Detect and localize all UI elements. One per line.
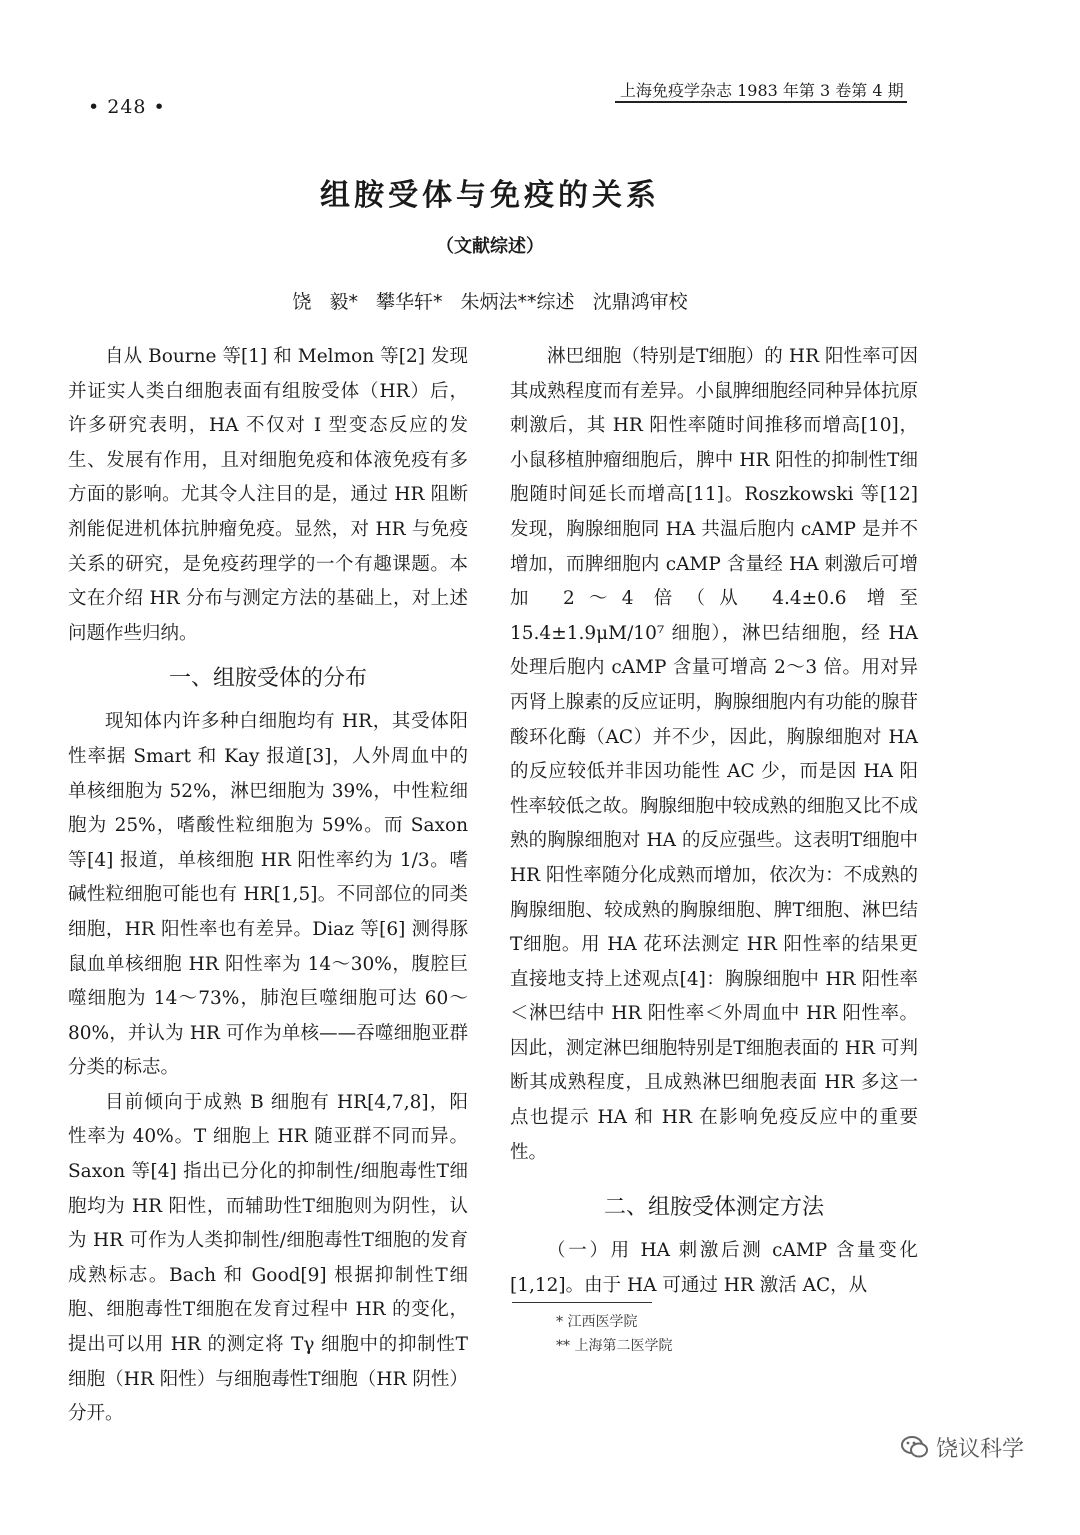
left-column: [68, 340, 468, 1432]
body-paragraph: 目前倾向于成熟 B 细胞有 HR[4,7,8]，阳性率为 40%。T 细胞上 HR 随亚群不同而异。Saxon 等[4] 指出已分化的抑制性/细胞毒性T细胞均为 HR 阳性，而辅助性T细胞则为阴性，认为 HR 可作为人类抑制性/细胞毒性T细胞的发育成熟标志。Bach 和 Good[9] 根据抑制性T细胞、细胞毒性T细胞在发育过程中 HR 的变化，提出可以用 HR 的测定将 Tγ 细胞中的抑制性T细胞（HR 阳性）与细胞毒性T细胞（HR 阴性）分开。: [68, 1091, 468, 1425]
body-paragraph: 淋巴细胞（特别是T细胞）的 HR 阳性率可因其成熟程度而有差异。小鼠脾细胞经同种异体抗原刺激后，其 HR 阳性率随时间推移而增高[10]，小鼠移植肿瘤细胞后，脾中 HR 阳性的抑制性T细胞随时间延长而增高[11]。Roszkowski 等[12] 发现，胸腺细胞同 HA 共温后胞内 cAMP 是并不增加，而脾细胞内 cAMP 含量经 HA 刺激后可增加 2～4 倍（从 4.4±0.6 增至 15.4±1.9μM/10⁷ 细胞），淋巴结细胞，经 HA 处理后胞内 cAMP 含量可增高 2～3 倍。用对异丙肾上腺素的反应证明，胸腺细胞内有功能的腺苷酸环化酶（AC）并不少，因此，胸腺细胞对 HA 的反应较低并非因功能性 AC 少，而是因 HA 阳性率较低之故。胸腺细胞中较成熟的细胞又比不成熟的胸腺细胞对 HA 的反应强些。这表明T细胞中 HR 阳性率随分化成熟而增加，依次为：不成熟的胸腺细胞、较成熟的胸腺细胞、脾T细胞、淋巴结T细胞。用 HA 花环法测定 HR 阳性率的结果更直接地支持上述观点[4]：胸腺细胞中 HR 阳性率＜淋巴结中 HR 阳性率＜外周血中 HR 阳性率。因此，测定淋巴细胞特别是T细胞表面的 HR 可判断其成熟程度，且成熟淋巴细胞表面 HR 多这一点也提示 HA 和 HR 在影响免疫反应中的重要性。: [510, 346, 918, 1163]
watermark-text: 饶议科学: [936, 1437, 1025, 1462]
authors-line: 饶 毅* 攀华轩* 朱炳法**综述 沈鼎鸿审校: [292, 291, 688, 313]
footnote-rule: [512, 1302, 652, 1303]
intro-paragraph: 自从 Bourne 等[1] 和 Melmon 等[2] 发现并证实人类白细胞表面有组胺受体（HR）后，许多研究表明，HA 不仅对 I 型变态反应的发生、发展有作用，且对细胞免疫和体液免疫有多方面的影响。尤其令人注目的是，通过 HR 阻断剂能促进机体抗肿瘤免疫。显然，对 HR 与免疫关系的研究，是免疫药理学的一个有趣课题。本文在介绍 HR 分布与测定方法的基础上，对上述问题作些归纳。: [68, 346, 468, 644]
right-column: [510, 340, 918, 1303]
header-rule: [615, 101, 907, 103]
wechat-icon: [900, 1434, 930, 1466]
watermark: [900, 1432, 1024, 1466]
footnote: ** 上海第二医学院: [556, 1338, 673, 1354]
footnote: * 江西医学院: [556, 1314, 638, 1330]
page-number: • 248 •: [88, 96, 166, 118]
article-subtitle: （文献综述）: [436, 236, 544, 257]
body-paragraph: （一）用 HA 刺激后测 cAMP 含量变化[1,12]。由于 HA 可通过 HR 激活 AC，从: [510, 1240, 918, 1296]
section-heading-methods: 二、组胺受体测定方法: [603, 1195, 824, 1221]
journal-header: 上海免疫学杂志 1983 年第 3 卷第 4 期: [620, 81, 904, 100]
body-paragraph: 现知体内许多种白细胞均有 HR，其受体阳性率据 Smart 和 Kay 报道[3]，人外周血中的单核细胞为 52%，淋巴细胞为 39%，中性粒细胞为 25%，嗜酸性粒细胞为 59%。而 Saxon 等[4] 报道，单核细胞 HR 阳性率约为 1/3。嗜碱性粒细胞可能也有 HR[1,5]。不同部位的同类细胞，HR 阳性率也有差异。Diaz 等[6] 测得豚鼠血单核细胞 HR 阳性率为 14～30%，腹腔巨噬细胞为 14～73%，肺泡巨噬细胞可达 60～80%，并认为 HR 可作为单核——吞噬细胞亚群分类的标志。: [68, 711, 468, 1079]
article-title: 组胺受体与免疫的关系: [320, 178, 660, 213]
section-heading-distribution: 一、组胺受体的分布: [168, 666, 367, 692]
